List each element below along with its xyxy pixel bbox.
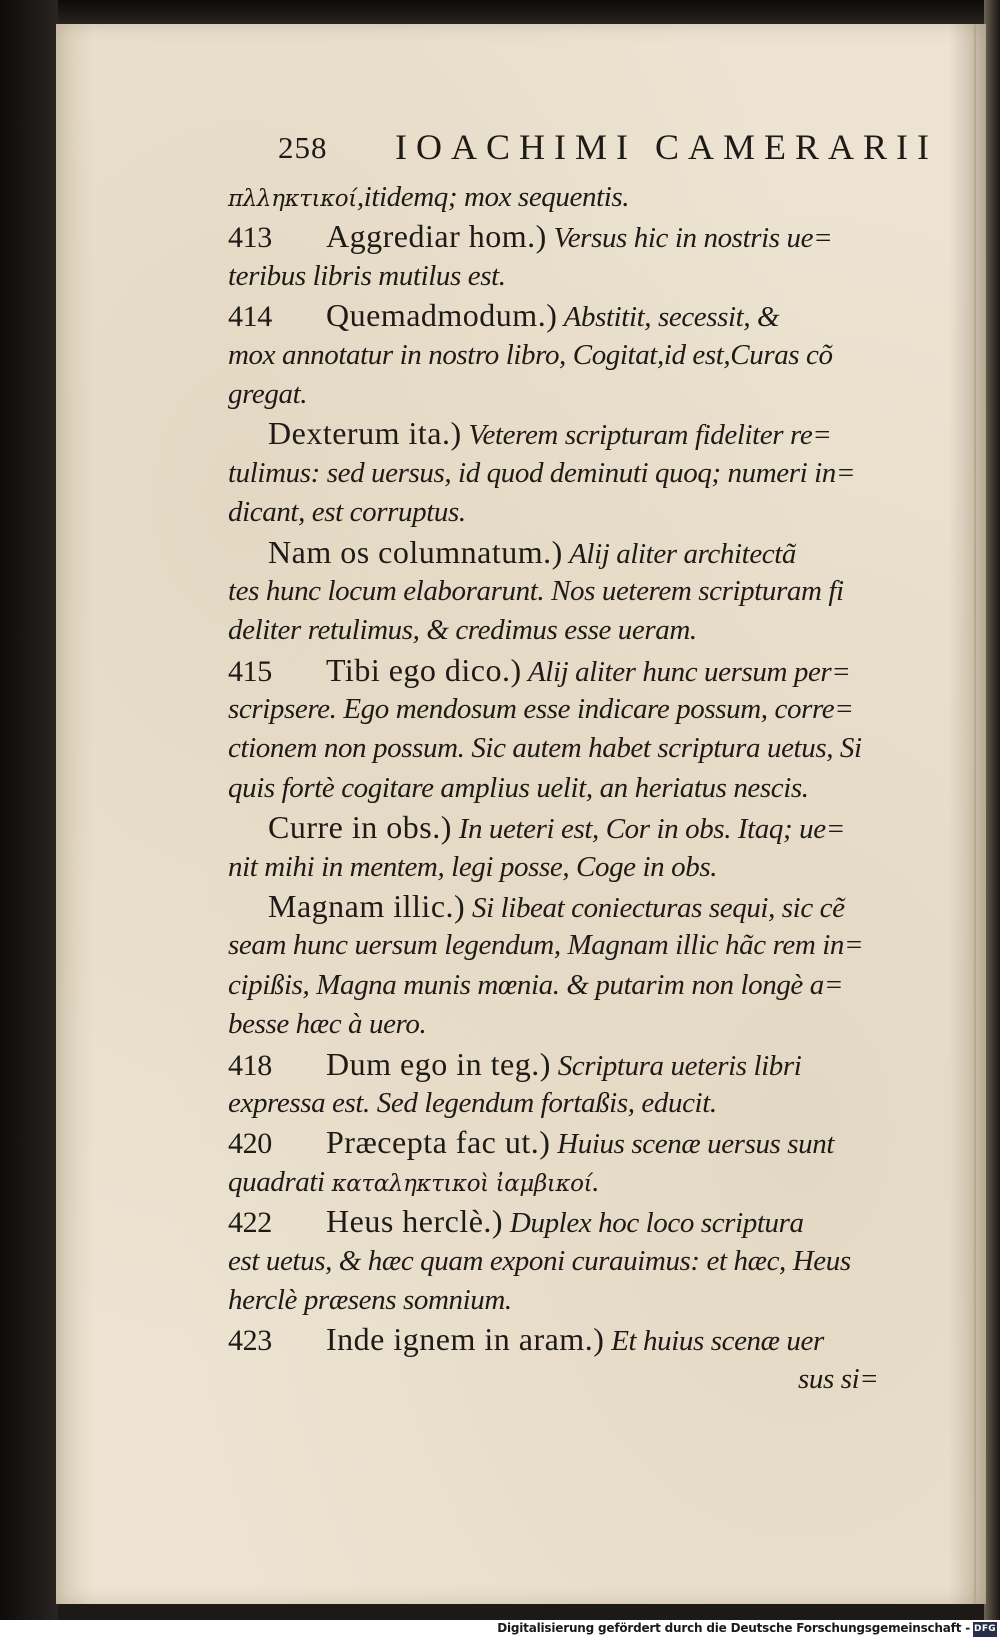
text-line: [228, 1360, 958, 1399]
text-line: [228, 375, 958, 414]
commentary-text: Veterem scripturam fideliter re=: [461, 419, 832, 452]
commentary-text: est uetus, & hæc quam exponi curauimus: et hæc, Heus: [228, 1244, 851, 1277]
lemma: Heus herclè.): [326, 1203, 504, 1240]
lemma: Curre in obs.): [268, 809, 452, 846]
commentary-text: Abstitit, secessit, &: [557, 301, 780, 334]
text-line: [228, 1005, 958, 1044]
text-line: [228, 690, 958, 729]
commentary-text: .: [592, 1165, 600, 1198]
commentary-lines: [228, 178, 958, 1399]
commentary-text: quis fortè cogitare amplius uelit, an heriatus nescis.: [228, 771, 809, 804]
text-line: [228, 296, 958, 335]
funding-credit: Digitalisierung gefördert durch die Deutsche Forschungsgemeinschaft -: [497, 1621, 970, 1635]
book-binding: [0, 0, 58, 1620]
text-line: [228, 178, 958, 217]
commentary-text: ,itidemq; mox sequentis.: [356, 181, 630, 213]
text-line: [228, 887, 958, 926]
commentary-text: seam hunc uersum legendum, Magnam illic hãc rem in=: [228, 929, 864, 962]
commentary-text: dicant, est corruptus.: [228, 496, 466, 529]
lemma: Præcepta fac ut.): [326, 1124, 551, 1161]
lemma: Magnam illic.): [268, 888, 466, 925]
line-number: 413: [228, 221, 272, 255]
commentary-text: Alij aliter hunc uersum per=: [521, 655, 851, 688]
text-line: [228, 572, 958, 611]
commentary-text: Scriptura ueteris libri: [550, 1049, 802, 1082]
lemma: Nam os columnatum.): [268, 533, 563, 570]
text-line: [228, 454, 958, 493]
text-line: [228, 651, 958, 690]
page-header: [228, 120, 958, 178]
running-head: IOACHIMI CAMERARII: [395, 127, 938, 167]
lemma: Dexterum ita.): [268, 415, 462, 452]
text-line: [228, 1045, 958, 1084]
greek-text: πλληκτικοί: [228, 186, 357, 212]
lemma: Tibi ego dico.): [326, 651, 522, 688]
top-shadow: [58, 0, 1000, 26]
text-block: [228, 120, 958, 1399]
page-edge-line: [974, 24, 976, 1604]
greek-text: καταληκτικοὶ ἰαμβικοί: [331, 1170, 593, 1197]
commentary-text: herclè præsens somnium.: [228, 1283, 512, 1316]
text-line: [228, 611, 958, 650]
commentary-text: Et huius scenæ uer: [604, 1325, 824, 1358]
line-number: 422: [228, 1206, 272, 1240]
text-line: [228, 769, 958, 808]
text-line: [228, 1123, 958, 1162]
commentary-text: cipißis, Magna munis mœnia. & putarim non longè a=: [228, 968, 844, 1001]
text-line: [228, 848, 958, 887]
commentary-text: scripsere. Ego mendosum esse indicare possum, corre=: [228, 693, 854, 726]
line-number: 423: [228, 1324, 272, 1358]
text-line: [228, 336, 958, 375]
line-number: 418: [228, 1048, 272, 1082]
text-line: [228, 533, 958, 572]
page-number: 258: [278, 130, 328, 165]
commentary-text: expressa est. Sed legendum fortaßis, educit.: [228, 1086, 717, 1119]
text-line: [228, 257, 958, 296]
commentary-text: Duplex hoc loco scriptura: [503, 1207, 804, 1240]
commentary-text: teribus libris mutilus est.: [228, 259, 506, 292]
line-number: 415: [228, 654, 272, 688]
commentary-text: gregat.: [228, 377, 308, 410]
text-line: [228, 966, 958, 1005]
commentary-text: tulimus: sed uersus, id quod deminuti quoq; numeri in=: [228, 456, 856, 489]
commentary-text: quadrati: [228, 1165, 332, 1198]
commentary-text: besse hæc à uero.: [228, 1008, 427, 1041]
commentary-text: nit mihi in mentem, legi posse, Coge in obs.: [228, 850, 718, 883]
line-number: 420: [228, 1127, 272, 1161]
text-line: [228, 414, 958, 453]
dfg-logo: DFG: [973, 1622, 997, 1637]
commentary-text: Alij aliter architectã: [562, 537, 797, 570]
text-line: [228, 808, 958, 847]
text-line: [228, 217, 958, 256]
text-line: [228, 1242, 958, 1281]
lemma: Quemadmodum.): [326, 297, 558, 334]
commentary-text: mox annotatur in nostro libro, Cogitat,id est,Curas cõ: [228, 338, 833, 371]
lemma: Dum ego in teg.): [326, 1045, 551, 1082]
page-stack-edge: [984, 0, 1000, 1620]
text-line: [228, 493, 958, 532]
digitization-footer: [0, 1620, 1000, 1639]
text-line: [228, 1281, 958, 1320]
text-line: [228, 1084, 958, 1123]
text-line: [228, 729, 958, 768]
commentary-text: Versus hic in nostris ue=: [546, 222, 833, 255]
text-line: [228, 1320, 958, 1359]
text-line: [228, 1202, 958, 1241]
lemma: Aggrediar hom.): [326, 218, 547, 255]
commentary-text: deliter retulimus, & credimus esse ueram.: [228, 614, 697, 647]
commentary-text: In ueteri est, Cor in obs. Itaq; ue=: [451, 813, 845, 846]
lemma: Inde ignem in aram.): [326, 1321, 605, 1358]
line-number: 414: [228, 300, 272, 334]
text-line: [228, 926, 958, 965]
commentary-text: tes hunc locum elaborarunt. Nos ueterem scripturam fi: [228, 574, 844, 607]
commentary-text: sus si=: [798, 1362, 879, 1395]
commentary-text: Si libeat coniecturas sequi, sic cẽ: [465, 892, 845, 925]
text-line: [228, 1163, 958, 1202]
commentary-text: ctionem non possum. Sic autem habet scriptura uetus, Si: [228, 732, 862, 765]
commentary-text: Huius scenæ uersus sunt: [550, 1128, 835, 1161]
